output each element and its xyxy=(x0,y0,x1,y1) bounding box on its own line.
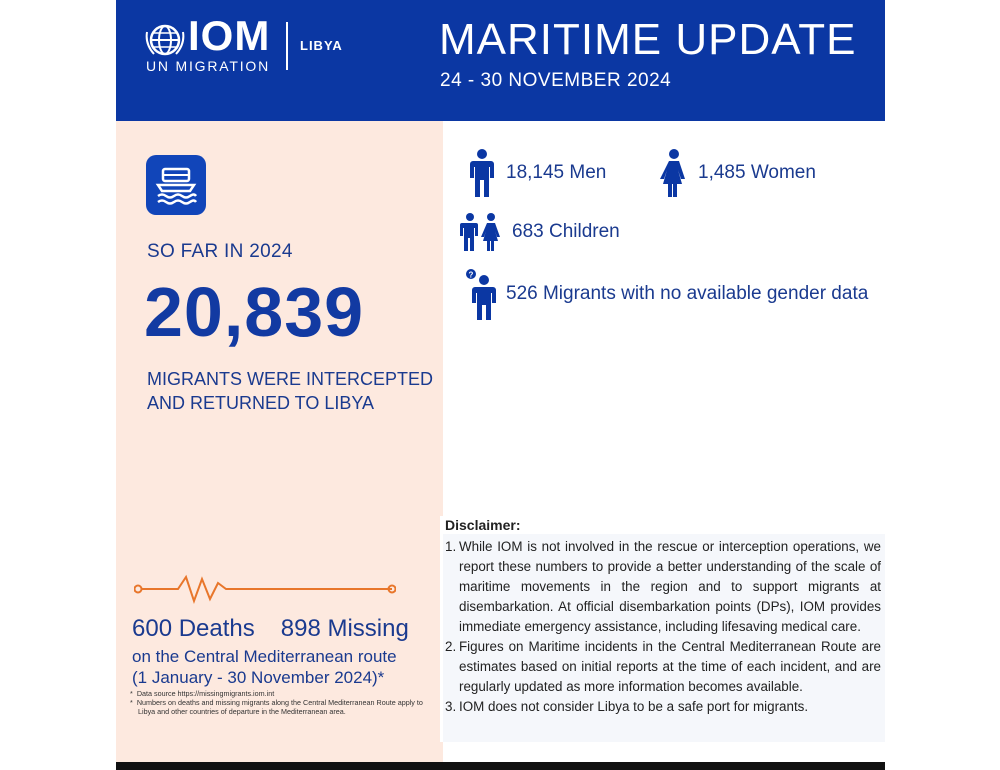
summary-panel xyxy=(116,121,443,762)
footnote-scope: * Numbers on deaths and missing migrants along the Central Mediterranean Route apply to Libya and other countries of departure in the Mediterranean area. xyxy=(130,698,423,716)
bottom-bar xyxy=(116,762,885,770)
disclaimer-list xyxy=(445,537,881,717)
unknown-gender-stat xyxy=(466,268,868,320)
intercepted-description: MIGRANTS WERE INTERCEPTED AND RETURNED TO LIBYA xyxy=(147,369,434,413)
deaths-count: 600 Deaths xyxy=(132,615,255,642)
missing-count: 898 Missing xyxy=(280,615,409,642)
unknown-gender-icon xyxy=(466,268,496,320)
logo-divider xyxy=(286,22,288,70)
org-name: IOM xyxy=(188,12,271,59)
disclaimer-title: Disclaimer: xyxy=(445,517,521,533)
casualties-row xyxy=(132,615,409,643)
women-stat xyxy=(660,148,816,198)
year-label: SO FAR IN 2024 xyxy=(147,241,293,262)
org-subtitle: UN MIGRATION xyxy=(146,58,271,74)
children-icon xyxy=(460,212,502,252)
pulse-line-icon xyxy=(134,573,396,605)
route-line-2: (1 January - 30 November 2024)* xyxy=(132,668,385,687)
footnotes xyxy=(130,689,440,716)
children-label: 683 Children xyxy=(512,221,620,242)
women-label: 1,485 Women xyxy=(698,162,816,183)
route-description xyxy=(132,646,397,688)
footnote-source: * Data source https://missingmigrants.iom.int xyxy=(130,689,275,698)
men-stat xyxy=(468,148,606,198)
svg-text:?: ? xyxy=(468,270,474,280)
men-label: 18,145 Men xyxy=(506,162,607,183)
maritime-update-page xyxy=(116,0,885,762)
header-banner xyxy=(116,0,885,121)
man-icon xyxy=(468,148,496,198)
date-range: 24 - 30 NOVEMBER 2024 xyxy=(440,70,672,91)
route-line-1: on the Central Mediterranean route xyxy=(132,647,397,666)
page-title: MARITIME UPDATE xyxy=(439,15,857,64)
unknown-gender-label: 526 Migrants with no available gender data xyxy=(506,283,869,304)
disclaimer-item: 1. While IOM is not involved in the rescue or interception operations, we report these numbers to provide a better understanding of the scale of maritime movements in the region and to support migrants at disembarkation. At official disembarkation points (DPs), IOM provides immediate emergency assistance, including lifesaving medical care. xyxy=(445,539,881,634)
total-intercepted: 20,839 xyxy=(144,273,365,351)
disclaimer-item: 2. Figures on Maritime incidents in the Central Mediterranean Route are estimates based on initial reports at the time of each incident, and are regularly updated as more information becomes available. xyxy=(445,639,881,694)
disclaimer-item: 3. IOM does not consider Libya to be a safe port for migrants. xyxy=(445,699,809,714)
country-label: LIBYA xyxy=(300,38,343,53)
disclaimer-section xyxy=(440,516,885,742)
children-stat xyxy=(460,212,620,252)
un-globe-icon xyxy=(144,22,186,58)
boat-icon xyxy=(146,155,206,215)
woman-icon xyxy=(660,148,688,198)
